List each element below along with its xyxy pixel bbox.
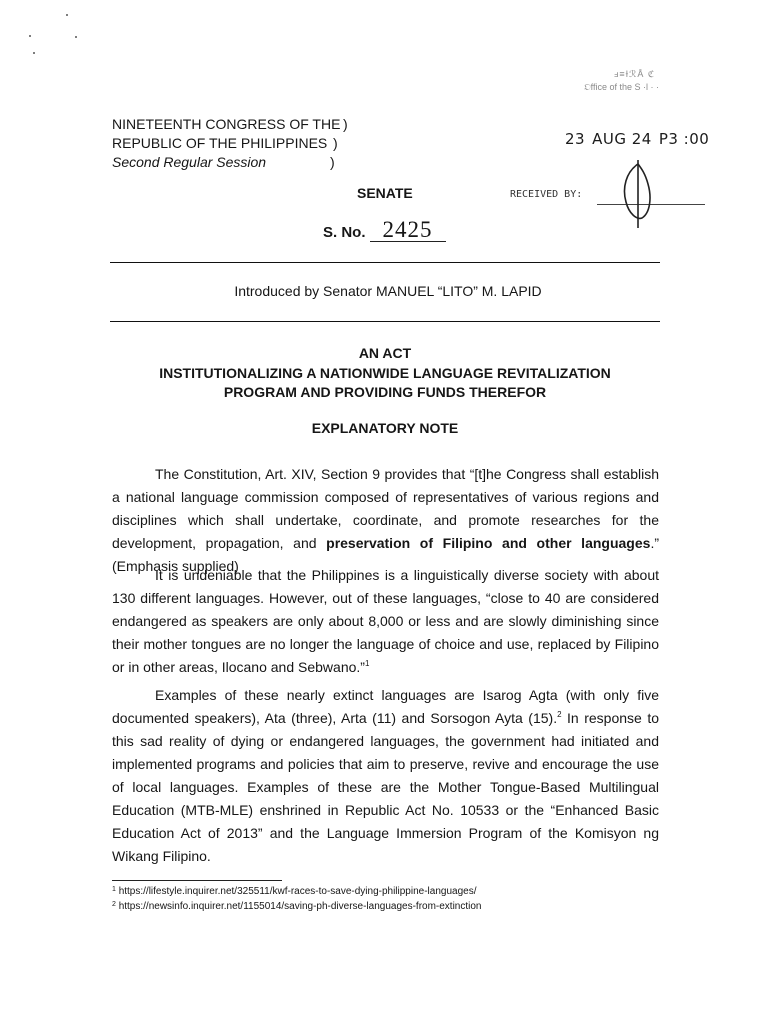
- office-stamp-code: ⅎ≡ƗℛÅ ℭ: [614, 69, 656, 79]
- congress-line: NINETEENTH CONGRESS OF THE ): [112, 116, 348, 132]
- footnote-ref: 1: [364, 659, 370, 668]
- received-by-label: RECEIVED BY:: [510, 189, 583, 200]
- scan-speck: [75, 36, 77, 38]
- chamber-heading: SENATE: [357, 185, 413, 201]
- congress-block: [112, 115, 348, 172]
- introduced-by: Introduced by Senator MANUEL “LITO” M. LAPID: [234, 283, 542, 299]
- date-received-stamp: 23 AUG 24 P3 :00: [565, 130, 710, 148]
- explanatory-note-heading: EXPLANATORY NOTE: [311, 420, 459, 436]
- bracket: ): [343, 116, 348, 132]
- footnote-item: $^2$ https://newsinfo.inquirer.net/1155014/saving-ph-diverse-languages-from-extinction: [112, 901, 482, 912]
- bracket: ): [330, 154, 335, 170]
- divider: [110, 262, 660, 263]
- office-stamp: [556, 68, 706, 94]
- office-stamp-text: 𝔒ffice of the S ·l · ·: [584, 82, 660, 92]
- footnote-divider: [112, 880, 282, 881]
- paragraph-2: It is undeniable that the Philippines is a linguistically diverse society with about 130 different languages. However, out of these languages, “close to 40 are considered endangered as speakers are only about 8,000 or less and are slowly diminishing since their mother tongues are no longer the language of choice and use, replaced by Filipino or in other areas, Ilocano and Sebwano.”$^1$: [112, 567, 659, 675]
- bill-number: S. No. 2425: [323, 219, 446, 242]
- act-title: AN ACT INSTITUTIONALIZING A NATIONWIDE LANGUAGE REVITALIZATION PROGRAM AND PROVIDING FUNDS THEREFOR: [159, 345, 611, 400]
- footnote-ref: 2: [557, 710, 562, 719]
- congress-line: REPUBLIC OF THE PHILIPPINES ): [112, 135, 338, 151]
- signature-mark: [608, 158, 668, 230]
- footnote-item: $^1$ https://lifestyle.inquirer.net/325511/kwf-races-to-save-dying-philippine-languages/: [112, 886, 477, 897]
- bill-number-value: 2425: [370, 219, 446, 242]
- emphasis-text: preservation of Filipino and other languages: [326, 535, 651, 551]
- footnote-link[interactable]: https://lifestyle.inquirer.net/325511/kwf-races-to-save-dying-philippine-languages/: [118, 886, 477, 897]
- paragraph-1: The Constitution, Art. XIV, Section 9 provides that “[t]he Congress shall establish a national language commission composed of representatives of various regions and disciplines which shall undertake, coordinate, and promote researches for the development, propagation, and preservation of Filipino and other languages.” (Emphasis supplied): [112, 466, 659, 574]
- scan-speck: [29, 35, 31, 37]
- divider: [110, 321, 660, 322]
- scan-speck: [33, 52, 35, 54]
- footnotes: [112, 884, 482, 914]
- footnote-link[interactable]: https://newsinfo.inquirer.net/1155014/saving-ph-diverse-languages-from-extinction: [118, 901, 482, 912]
- session-line: Second Regular Session ): [112, 154, 335, 170]
- paragraph-3: Examples of these nearly extinct languages are Isarog Agta (with only five documented speakers), Ata (three), Arta (11) and Sorsogon Ayta (15).$^2$ In response to this sad reality of dying or endangered languages, the government had initiated and implemented programs and policies that aim to preserve, revive and encourage the use of local languages. Examples of these are the Mother Tongue-Based Multilingual Education (MTB-MLE) enshrined in Republic Act No. 10533 or the “Enhanced Basic Education Act of 2013” and the Language Immersion Program of the Komisyon ng Wikang Filipino.: [112, 687, 659, 864]
- scan-speck: [66, 14, 68, 16]
- bracket: ): [333, 135, 338, 151]
